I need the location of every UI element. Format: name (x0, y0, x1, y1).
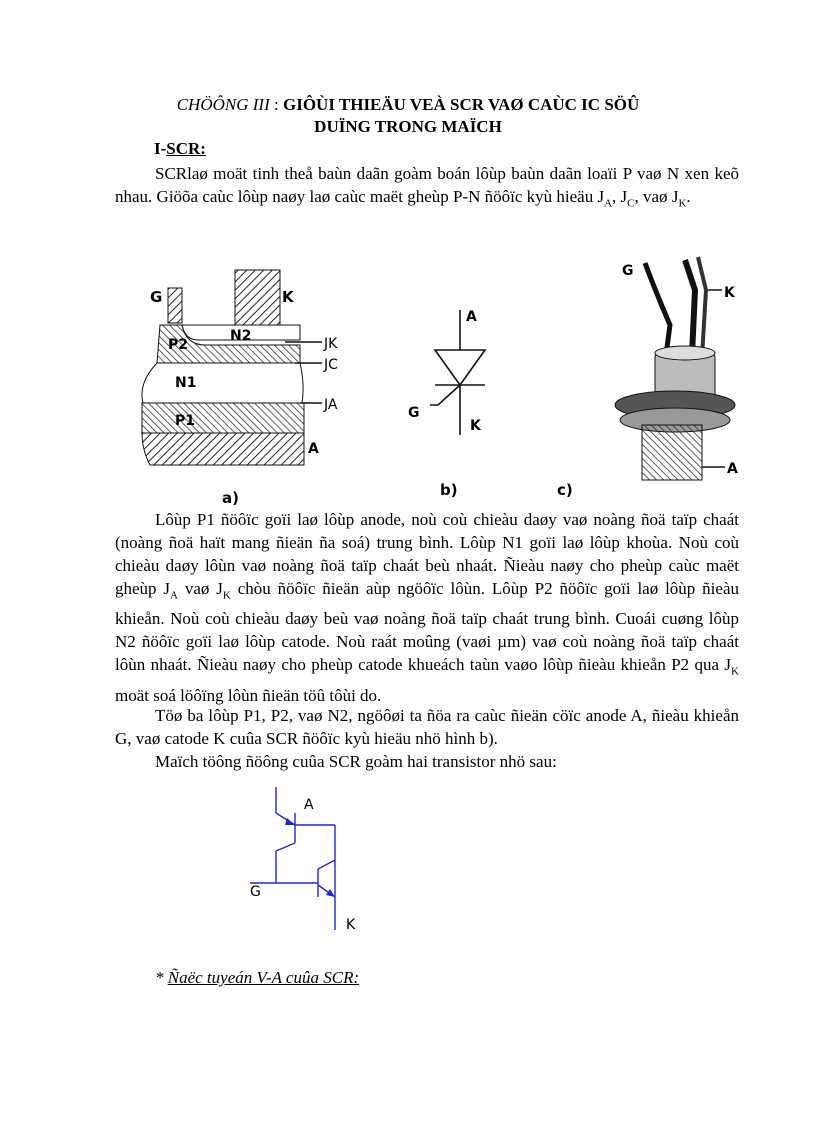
scr-device-image (615, 257, 735, 480)
label-p2: P2 (168, 337, 189, 353)
section-name: SCR: (166, 139, 206, 158)
anode-base (142, 433, 304, 465)
scr-layer-structure (142, 270, 338, 507)
symbol-label-a: A (466, 309, 477, 325)
label-k: K (282, 288, 294, 306)
device-label-g: G (622, 263, 634, 279)
para2-jk: J (216, 579, 223, 598)
label-n2: N2 (230, 328, 252, 344)
ja-subscript: A (604, 197, 613, 210)
label-jk: JK (324, 336, 338, 352)
para2-jk2-sub: K (731, 665, 739, 678)
intro-end: . (686, 187, 691, 206)
para2-part1: Lôùp P1 ñöôïc goïi laø lôùp anode, noù coù chieàu daøy vaø noàng ñoä taïp chaát (noàng ñoä haït mang ñieän ña soá) trung bình. Lôùp N1 goïi laø lôùp khoùa. Noù coù chieàu daøy lôùn vaø noàng ñoä taïp chaát beù nhaát. Ñieàu naøy cho pheùp caùc maët gheùp (115, 510, 739, 598)
intro-sep2: , vaø (634, 187, 672, 206)
npn-arrow (326, 889, 335, 897)
intro-paragraph (115, 162, 739, 215)
vi-characteristic-heading (155, 968, 359, 988)
chapter-separator: : (269, 95, 283, 114)
subsection-star: * (155, 968, 168, 987)
para2-jk2: J (724, 655, 732, 675)
para4-text: Maïch töông ñöông cuûa SCR goàm hai transistor nhö sau: (155, 752, 557, 771)
device-label-a: A (727, 461, 738, 477)
section-heading (154, 139, 206, 159)
para2-ja-sub: A (170, 589, 178, 602)
paragraph-layers (115, 508, 739, 707)
symbol-label-g: G (408, 405, 420, 421)
label-p1: P1 (175, 413, 196, 429)
circuit-wires (250, 787, 335, 930)
circuit-label-g: G (250, 884, 261, 900)
circuit-label-k: K (346, 917, 356, 933)
subsection-text: Ñaëc tuyeán V-A cuûa SCR: (167, 968, 360, 987)
intro-sep1: , (612, 187, 621, 206)
scr-symbol (430, 310, 485, 435)
paragraph-equivalent-circuit (115, 750, 739, 773)
label-ja: JA (324, 397, 338, 413)
para3-text: Töø ba lôùp P1, P2, vaø N2, ngöôøi ta ñöa ra caùc ñieän cöïc anode A, ñieàu khieån G, vaø catode K cuûa SCR ñöôïc kyù hieäu nhö hình b). (115, 706, 739, 748)
device-label-k: K (724, 285, 735, 301)
jk-symbol: J (671, 187, 679, 206)
para2-part3: moät soá löôïng lôùn ñieän töû tôùi do. (115, 685, 382, 705)
para2-part2: chòu ñöôïc ñieän aùp ngöôïc lôùn. Lôùp P2 ñöôïc goïi laø lôùp ñieàu khieån. Noù coù chieàu daøy beù vaø noàng ñoä taïp chaát trung bình. Cuoái cuøng lôùp N2 ñöôïc goïi laø lôùp catode. Noù raát moûng (vaøi µm) vaø coù noàng ñoä taïp chaát lôùn nhaát. Ñieàu naøy cho pheùp catode khueách taùn vaøo lôùp ñieàu khieån P2 qua (115, 579, 739, 675)
jc-symbol: J (620, 187, 628, 206)
section-number: I- (154, 139, 167, 158)
symbol-label-k: K (470, 418, 481, 434)
paragraph-electrodes (115, 704, 739, 750)
para2-mid1: vaø (178, 579, 217, 598)
chapter-prefix: CHÖÔNG III (176, 95, 270, 114)
equivalent-circuit (240, 785, 380, 945)
label-g: G (150, 288, 163, 306)
caption-a: a) (222, 489, 239, 507)
cathode-terminal (235, 270, 280, 325)
ja-symbol: J (597, 187, 605, 206)
scr-figure (110, 245, 750, 510)
caption-b: b) (440, 481, 458, 499)
n1-layer (142, 363, 303, 403)
chapter-title (0, 93, 816, 116)
circuit-label-a: A (304, 797, 314, 813)
para2-jk-sub: K (222, 589, 231, 602)
label-a: A (308, 441, 319, 457)
intro-text: SCRlaø moät tinh theå baùn daãn goàm boán lôùp baùn daãn loaïi P vaø N xen keõ nhau. Giöõa caùc lôùp naøy laø caùc maët gheùp P-N ñöôïc kyù hieäu (115, 164, 739, 206)
jk-subscript: K (678, 197, 687, 210)
jc-subscript: C (627, 197, 635, 210)
chapter-title-line2: DUÏNG TRONG MAÏCH (314, 117, 502, 136)
label-n1: N1 (175, 375, 197, 391)
chapter-title-line1: GIÔÙI THIEÄU VEÀ SCR VAØ CAÙC IC SÖÛ (282, 95, 640, 114)
gate-terminal (168, 288, 182, 323)
label-jc: JC (324, 357, 338, 373)
p1-layer (142, 403, 304, 433)
caption-c: c) (557, 481, 573, 499)
para2-ja: J (163, 579, 171, 598)
